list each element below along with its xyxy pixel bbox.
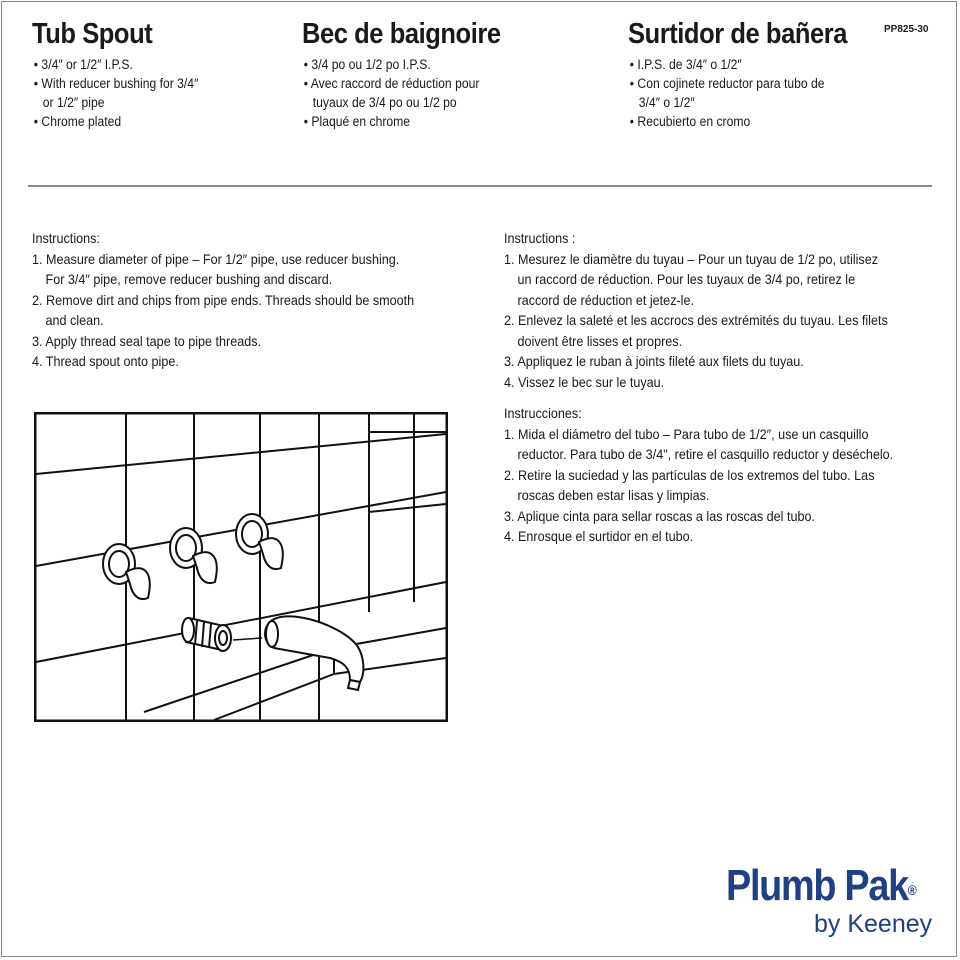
brand-logo xyxy=(726,862,946,938)
instructions-heading: Instructions: xyxy=(32,230,100,246)
illustration-frame xyxy=(35,413,447,721)
instructions-heading: Instrucciones: xyxy=(504,405,582,421)
instructions-heading: Instructions : xyxy=(504,230,576,246)
bullet: • 3/4 po ou 1/2 po I.P.S. xyxy=(302,55,505,74)
bullet: • Plaqué en chrome xyxy=(302,112,505,131)
bullet: • With reducer bushing for 3/4″ or 1/2″ pipe xyxy=(32,74,198,112)
bullet: • I.P.S. de 3/4″ o 1/2″ xyxy=(628,55,852,74)
step: 3. Aplique cinta para sellar roscas a las roscas del tubo. xyxy=(504,507,815,524)
step: 2. Retire la suciedad y las partículas de los extremos del tubo. Las xyxy=(504,466,875,483)
step-continued: raccord de réduction et jetez-le. xyxy=(517,291,694,308)
instructions-spanish xyxy=(504,403,936,547)
product-code: PP825-30 xyxy=(884,24,929,35)
step: 3. Appliquez le ruban à joints fileté aux filets du tuyau. xyxy=(504,353,804,369)
step-continued: doivent être lisses et propres. xyxy=(517,332,683,349)
instructions-english xyxy=(32,228,457,372)
step: 2. Enlevez la saleté et les accrocs des extrémités du tuyau. Les filets xyxy=(504,312,888,328)
step-continued: roscas deben estar lisas y limpias. xyxy=(517,487,710,503)
title-french: Bec de baignoire xyxy=(302,18,501,50)
step: 4. Vissez le bec sur le tuyau. xyxy=(504,373,665,390)
step: 4. Enrosque el surtidor en el tubo. xyxy=(504,528,694,544)
bullet: • Chrome plated xyxy=(32,112,198,131)
brand-byline: by Keeney xyxy=(814,910,933,938)
bullet: • Con cojinete reductor para tubo de 3/4″ o 1/2″ xyxy=(628,74,852,112)
step-continued: un raccord de réduction. Pour les tuyaux de 3/4 po, retirez le xyxy=(517,271,856,287)
step: 3. Apply thread seal tape to pipe threads. xyxy=(32,332,262,349)
step-continued: For 3/4″ pipe, remove reducer bushing and discard. xyxy=(45,271,333,287)
title-english: Tub Spout xyxy=(32,18,153,50)
title-spanish: Surtidor de bañera xyxy=(628,18,847,50)
step: 4. Thread spout onto pipe. xyxy=(32,353,179,369)
brand-name: Plumb Pak xyxy=(726,861,908,910)
bullet: • Avec raccord de réduction pour tuyaux de 3/4 po ou 1/2 po xyxy=(302,74,505,112)
bullet: • 3/4″ or 1/2″ I.P.S. xyxy=(32,55,198,74)
step: 1. Measure diameter of pipe – For 1/2″ pipe, use reducer bushing. xyxy=(32,250,400,267)
step-continued: reductor. Para tubo de 3/4", retire el casquillo reductor y deséchelo. xyxy=(517,446,894,462)
step: 2. Remove dirt and chips from pipe ends. Threads should be smooth xyxy=(32,291,415,308)
installation-illustration xyxy=(34,412,448,722)
step: 1. Mida el diámetro del tubo – Para tubo de 1/2″, use un casquillo xyxy=(504,425,869,442)
column-english xyxy=(32,18,217,131)
divider xyxy=(28,185,932,187)
registered-mark: ® xyxy=(907,882,916,898)
instructions-french xyxy=(504,228,930,392)
step: 1. Mesurez le diamètre du tuyau – Pour un tuyau de 1/2 po, utilisez xyxy=(504,250,879,267)
bullet: • Recubierto en cromo xyxy=(628,112,852,131)
column-spanish xyxy=(628,18,877,131)
column-french xyxy=(302,18,528,131)
step-continued: and clean. xyxy=(45,312,104,328)
